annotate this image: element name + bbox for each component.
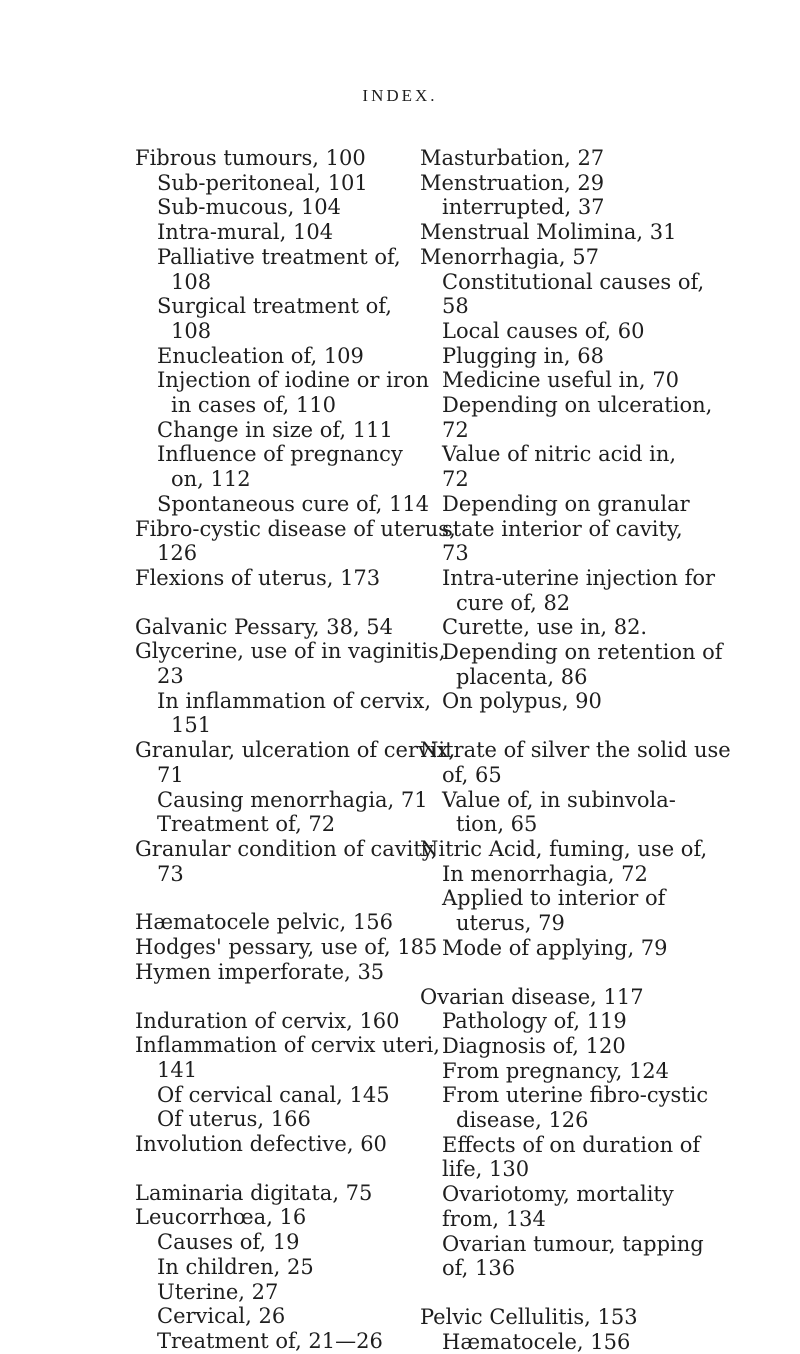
index-entry: Intra-mural, 104 xyxy=(157,220,334,245)
index-entry: Medicine useful in, 70 xyxy=(442,368,679,393)
index-entry: 23 xyxy=(157,664,184,689)
index-entry: Influence of pregnancy xyxy=(157,442,403,467)
index-entry: Granular, ulceration of cervix, xyxy=(135,738,456,763)
index-entry: Constitutional causes of, xyxy=(442,269,705,294)
index-entry: Of cervical canal, 145 xyxy=(157,1082,390,1107)
index-entry: Nitrate of silver the solid use xyxy=(420,738,731,763)
index-entry: Granular condition of cavity, xyxy=(135,836,438,861)
index-entry: Depending on ulceration, xyxy=(442,393,713,418)
index-entry: of, 65 xyxy=(442,762,502,787)
index-entry: state interior of cavity, xyxy=(442,516,683,541)
index-entry: Local causes of, 60 xyxy=(442,318,645,343)
index-entry: 73 xyxy=(442,541,469,566)
index-entry: Change in size of, 111 xyxy=(157,417,393,442)
index-entry: Nitric Acid, fuming, use of, xyxy=(420,836,708,861)
index-entry: Intra-uterine injection for xyxy=(442,565,716,590)
index-entry: disease, 126 xyxy=(456,1108,589,1133)
entry-gap xyxy=(420,961,750,985)
index-entry: Ovarian disease, 117 xyxy=(420,984,644,1009)
index-entry: From pregnancy, 124 xyxy=(442,1058,670,1083)
entry-gap xyxy=(420,714,750,738)
index-entry: uterus, 79 xyxy=(456,911,565,936)
index-entry: 58 xyxy=(442,294,469,319)
index-entry: on, 112 xyxy=(171,467,251,492)
index-entry: In children, 25 xyxy=(157,1254,314,1279)
index-entry: Induration of cervix, 160 xyxy=(135,1008,400,1033)
index-entry: Curette, use in, 82. xyxy=(442,615,648,640)
index-entry: Depending on retention of xyxy=(442,640,723,665)
entry-gap xyxy=(420,1281,750,1305)
index-entry: Inflammation of cervix uteri, xyxy=(135,1033,440,1058)
entry-gap xyxy=(135,985,465,1009)
index-entry: Glycerine, use of in vaginitis, xyxy=(135,639,446,664)
index-entry: Masturbation, 27 xyxy=(420,146,605,170)
index-entry: Spontaneous cure of, 114 xyxy=(157,491,430,516)
index-entry: interrupted, 37 xyxy=(442,195,605,220)
index-column-right xyxy=(420,146,750,1354)
index-entry: Menorrhagia, 57 xyxy=(420,244,599,269)
index-entry: Sub-peritoneal, 101 xyxy=(157,170,368,195)
index-entry: In menorrhagia, 72 xyxy=(442,861,648,886)
index-entry: Cervical, 26 xyxy=(157,1304,286,1329)
index-entry: Pelvic Cellulitis, 153 xyxy=(420,1304,638,1329)
index-entry: Enucleation of, 109 xyxy=(157,343,364,368)
index-entry: Galvanic Pessary, 38, 54 xyxy=(135,614,394,639)
index-entry: Pathology of, 119 xyxy=(442,1009,627,1034)
index-entry: On polypus, 90 xyxy=(442,689,602,714)
index-entry: Leucorrhœa, 16 xyxy=(135,1205,307,1230)
index-entry: of, 136 xyxy=(442,1256,516,1281)
index-entry: cure of, 82 xyxy=(456,590,571,615)
index-entry: Hæmatocele pelvic, 156 xyxy=(135,910,393,935)
index-entry: Of uterus, 166 xyxy=(157,1107,311,1132)
index-entry: Depending on granular xyxy=(442,491,690,516)
index-entry: Fibro-cystic disease of uterus, xyxy=(135,516,456,541)
index-column-left xyxy=(135,146,465,1354)
index-entry: Value of nitric acid in, xyxy=(442,442,677,467)
index-entry: Menstruation, 29 xyxy=(420,170,605,195)
index-entry: Applied to interior of xyxy=(442,886,666,911)
index-entry: 108 xyxy=(171,318,212,343)
index-entry: Menstrual Molimina, 31 xyxy=(420,220,677,245)
index-entry: Plugging in, 68 xyxy=(442,343,604,368)
page-title: INDEX. xyxy=(362,86,438,105)
index-entry: 71 xyxy=(157,762,184,787)
index-entry: 72 xyxy=(442,467,469,492)
index-entry: Fibrous tumours, 100 xyxy=(135,146,366,170)
index-entry: 126 xyxy=(157,541,198,566)
index-entry: In inflammation of cervix, xyxy=(157,688,432,713)
index-entry: Involution defective, 60 xyxy=(135,1132,387,1157)
index-entry: life, 130 xyxy=(442,1157,530,1182)
index-entry: Value of, in subinvola- xyxy=(442,787,676,812)
index-entry: Treatment of, 72 xyxy=(157,812,336,837)
index-entry: Injection of iodine or iron xyxy=(157,368,430,393)
index-entry: 108 xyxy=(171,269,212,294)
entry-gap xyxy=(135,1157,465,1181)
index-entry: Causes of, 19 xyxy=(157,1230,300,1255)
index-entry: Flexions of uterus, 173 xyxy=(135,565,381,590)
index-entry: 151 xyxy=(171,713,212,738)
index-entry: Palliative treatment of, xyxy=(157,244,401,269)
index-entry: Diagnosis of, 120 xyxy=(442,1033,626,1058)
index-entry: placenta, 86 xyxy=(456,664,588,689)
index-entry: Ovariotomy, mortality xyxy=(442,1182,674,1207)
index-entry: Surgical treatment of, xyxy=(157,294,392,319)
index-entry: 141 xyxy=(157,1057,198,1082)
index-entry: Treatment of, 21—26 xyxy=(157,1328,383,1353)
index-entry: Effects of on duration of xyxy=(442,1132,701,1157)
index-entry: in cases of, 110 xyxy=(171,393,336,418)
index-entry: From uterine fibro-cystic xyxy=(442,1083,709,1108)
index-entry: Uterine, 27 xyxy=(157,1279,279,1304)
entry-gap xyxy=(135,886,465,910)
index-entry: Causing menorrhagia, 71 xyxy=(157,787,428,812)
index-entry: Mode of applying, 79 xyxy=(442,935,668,960)
entry-gap xyxy=(135,591,465,615)
index-entry: 72 xyxy=(442,417,469,442)
index-entry: from, 134 xyxy=(442,1206,546,1231)
index-entry: Sub-mucous, 104 xyxy=(157,195,342,220)
index-entry: Ovarian tumour, tapping xyxy=(442,1231,704,1256)
index-entry: Laminaria digitata, 75 xyxy=(135,1180,373,1205)
index-entry: 73 xyxy=(157,861,184,886)
index-entry: Hymen imperforate, 35 xyxy=(135,959,385,984)
index-entry: Hæmatocele, 156 xyxy=(442,1329,631,1354)
index-entry: Hodges' pessary, use of, 185 xyxy=(135,935,438,960)
index-entry: tion, 65 xyxy=(456,812,538,837)
